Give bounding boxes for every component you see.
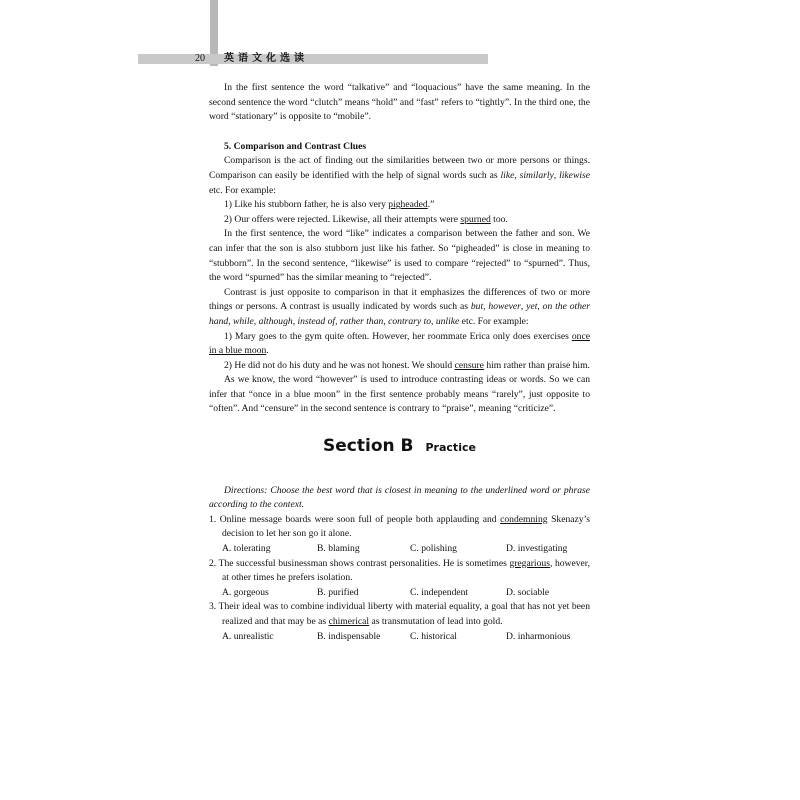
underlined-word: gregarious	[509, 557, 550, 569]
example-1: 1) Like his stubborn father, he is also very pigheaded.”	[224, 199, 435, 211]
section-b-heading	[209, 436, 590, 457]
option-d: D. inharmonious	[506, 630, 571, 642]
contrast-paragraph: Contrast is just opposite to comparison in that it emphasizes the differences of two or more things or persons. A contrast is usually indicated by words such as but, however, yet, on the other hand, while, although, instead of, rather than, contrary to, unlike etc. For example:	[209, 286, 590, 327]
section-5-heading: 5. Comparison and Contrast Clues	[224, 140, 367, 152]
underlined-word: censure	[454, 359, 484, 371]
comparison-paragraph: Comparison is the act of finding out the similarities between two or more persons or things. Comparison can easily be identified with the help of signal words such as like, similarly, likewise etc. For example:	[209, 155, 590, 196]
page-content	[209, 81, 590, 644]
underlined-word: once in a blue moon	[209, 330, 590, 357]
option-c: C. independent	[410, 586, 469, 598]
option-d: D. sociable	[506, 586, 550, 598]
underlined-word: chimerical	[328, 616, 370, 627]
contrast-explanation: As we know, the word “however” is used to introduce contrasting ideas or words. So we can infer that “once in a blue moon” in the first sentence probably means “rarely”, just opposite to “often”. And “censure” in the second sentence is contrary to “praise”, meaning “criticize”.	[209, 374, 590, 415]
question-1: 1. Online message boards were soon full of people both applauding and condemning Skenazy’s decision to let her son go it alone.	[209, 513, 590, 540]
question-3-options	[209, 630, 590, 645]
book-title: 英语文化选读	[224, 53, 308, 64]
option-d: D. investigating	[506, 543, 568, 555]
question-2-options	[209, 586, 590, 601]
question-1-options	[209, 542, 590, 557]
example-2: 2) Our offers were rejected. Likewise, all their attempts were spurned too.	[224, 213, 508, 225]
option-c: C. historical	[410, 630, 457, 642]
option-b: B. blaming	[317, 543, 360, 555]
underlined-word: condemning	[500, 513, 548, 525]
comparison-explanation: In the first sentence, the word “like” indicates a comparison between the father and son. We can infer that the son is also stubborn just like his father. So “pigheaded” is close in meaning to “stubborn”. In the second sentence, “likewise” is used to compare “rejected” to “spurned”. Thus, the word “spurned” has the similar meaning to “rejected”.	[209, 228, 590, 284]
option-c: C. polishing	[410, 543, 457, 555]
question-2: 2. The successful businessman shows contrast personalities. He is sometimes gregarious, however, at other times he prefers isolation.	[209, 557, 590, 584]
intro-paragraph: In the first sentence the word “talkative” and “loquacious” have the same meaning. In the second sentence the word “clutch” means “hold” and “fast” refers to “tightly”. In the third one, the word “stationary” is opposite to “mobile”.	[209, 82, 590, 123]
option-a: A. gorgeous	[222, 586, 269, 598]
question-3: 3. Their ideal was to combine individual liberty with material equality, a goal that has not yet been realized and that may be as chimerical as transmutation of lead into gold.	[209, 601, 590, 627]
option-b: B. purified	[317, 586, 359, 598]
option-a: A. unrealistic	[222, 630, 274, 642]
page-number: 20	[195, 53, 205, 64]
directions: Directions: Choose the best word that is closest in meaning to the underlined word or phrase according to the context.	[209, 484, 590, 511]
example-3: 1) Mary goes to the gym quite often. However, her roommate Erica only does exercises once in a blue moon.	[209, 330, 590, 357]
section-b-title: Section B	[323, 436, 414, 457]
underlined-word: spurned	[460, 213, 491, 225]
underlined-word: pigheaded	[388, 199, 428, 211]
option-a: A. tolerating	[222, 543, 271, 555]
option-b: B. indispensable	[317, 630, 381, 642]
section-b-subtitle: Practice	[425, 441, 476, 455]
example-4: 2) He did not do his duty and he was not honest. We should censure him rather than praise him.	[224, 359, 590, 371]
header-bar	[138, 54, 488, 64]
